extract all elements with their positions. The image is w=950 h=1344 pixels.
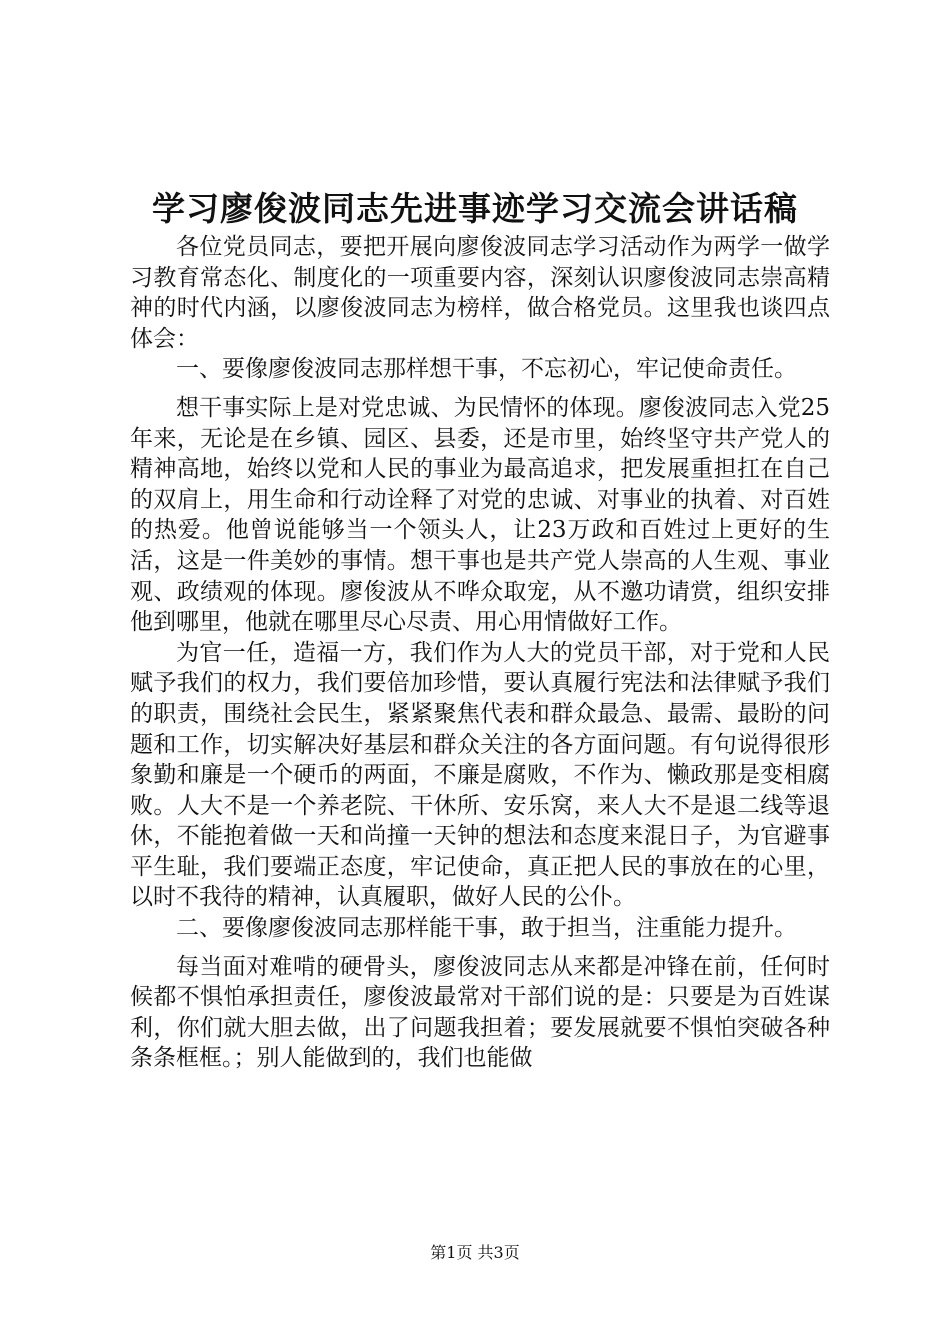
document-title: 学习廖俊波同志先进事迹学习交流会讲话稿 xyxy=(152,189,798,228)
page-footer: 第1页 共3页 xyxy=(430,1243,520,1262)
paragraph-intro: 各位党员同志，要把开展向廖俊波同志学习活动作为两学一做学习教育常态化、制度化的一项重要内容，深刻认识廖俊波同志崇高精神的时代内涵，以廖俊波同志为榜样，做合格党员。这里我也谈四点体会： xyxy=(130,234,830,352)
section-heading-1: 一、要像廖俊波同志那样想干事，不忘初心，牢记使命责任。 xyxy=(176,356,797,383)
document-body xyxy=(130,232,830,1074)
paragraph-section-1-a: 想干事实际上是对党忠诚、为民情怀的体现。廖俊波同志入党25年来，无论是在乡镇、园区、县委，还是市里，始终坚守共产党人的精神高地，始终以党和人民的事业为最高追求，把发展重担扛在自己的双肩上，用生命和行动诠释了对党的忠诚、对事业的执着、对百姓的热爱。他曾说能够当一个领头人，让23万政和百姓过上更好的生活，这是一件美妙的事情。想干事也是共产党人崇高的人生观、事业观、政绩观的体现。廖俊波从不哗众取宠，从不邀功请赏，组织安排他到哪里，他就在哪里尽心尽责、用心用情做好工作。 xyxy=(130,394,830,636)
section-heading-2: 二、要像廖俊波同志那样能干事，敢于担当，注重能力提升。 xyxy=(176,915,797,942)
paragraph-section-2-a: 每当面对难啃的硬骨头，廖俊波同志从来都是冲锋在前，任何时候都不惧怕承担责任，廖俊波最常对干部们说的是：只要是为百姓谋利，你们就大胆去做，出了问题我担着；要发展就要不惧怕突破各种条条框框。；别人能做到的，我们也能做 xyxy=(130,953,830,1072)
paragraph-section-1-b: 为官一任，造福一方，我们作为人大的党员干部，对于党和人民赋予我们的权力，我们要倍加珍惜，要认真履行宪法和法律赋予我们的职责，围绕社会民生，紧紧聚焦代表和群众最急、最需、最盼的问题和工作，切实解决好基层和群众关注的各方面问题。有句说得很形象勤和廉是一个硬币的两面，不廉是腐败，不作为、懒政那是变相腐败。人大不是一个养老院、干休所、安乐窝，来人大不是退二线等退休，不能抱着做一天和尚撞一天钟的想法和态度来混日子，为官避事平生耻，我们要端正态度，牢记使命，真正把人民的事放在的心里，以时不我待的精神，认真履职，做好人民的公仆。 xyxy=(130,639,830,911)
